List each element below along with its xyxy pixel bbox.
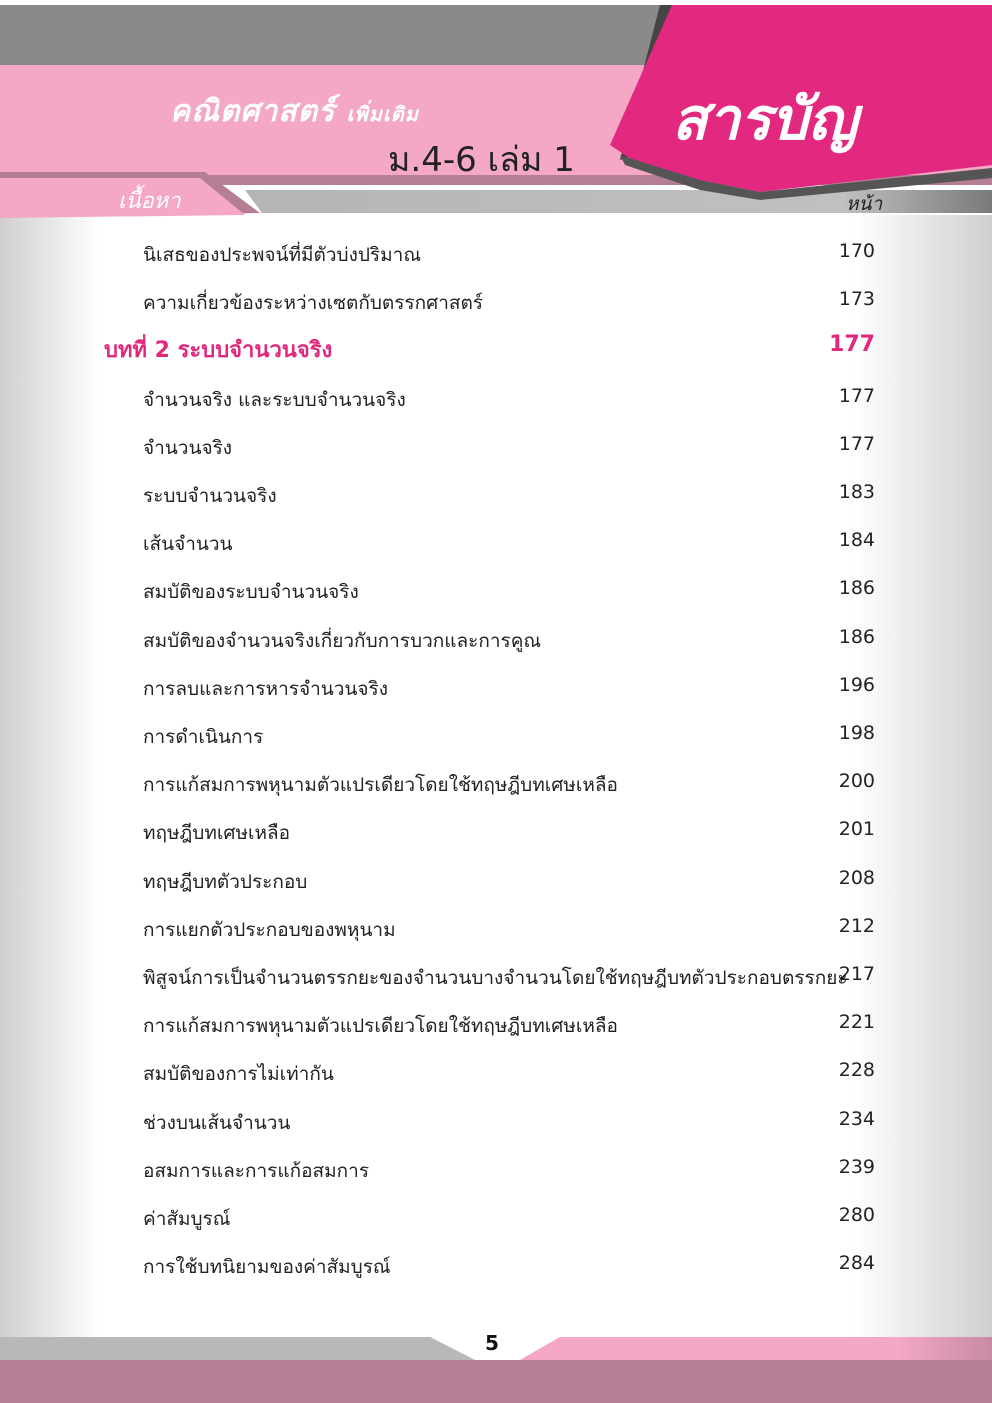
toc-chapter-row[interactable] xyxy=(0,332,992,372)
toc-row[interactable] xyxy=(0,963,992,1003)
toc-entry-title: บทที่ 2 ระบบจำนวนจริง xyxy=(104,338,333,364)
toc-entry-page: 217 xyxy=(838,963,875,985)
toc-entry-page: 234 xyxy=(838,1107,875,1130)
toc-entry-page: 170 xyxy=(838,240,875,262)
toc-row[interactable] xyxy=(0,674,992,714)
toc-entry-title: สมบัติของการไม่เท่ากัน xyxy=(143,1063,334,1086)
page-number: 5 xyxy=(485,1331,499,1355)
toc-row[interactable] xyxy=(0,577,992,617)
page-title: สารบัญ xyxy=(672,85,858,153)
toc-entry-page: 221 xyxy=(838,1011,875,1034)
toc-row[interactable] xyxy=(0,240,992,280)
toc-row[interactable] xyxy=(0,1204,992,1244)
toc-entry-title: การดำเนินการ xyxy=(143,726,264,748)
toc-row[interactable] xyxy=(0,1059,992,1099)
toc-entry-page: 177 xyxy=(838,432,875,455)
toc-entry-title: การใช้บทนิยามของค่าสัมบูรณ์ xyxy=(143,1256,391,1279)
toc-entry-title: จำนวนจริง และระบบจำนวนจริง xyxy=(143,388,406,411)
toc-entry-title: ความเกี่ยวข้องระหว่างเซตกับตรรกศาสตร์ xyxy=(143,292,484,315)
toc-row[interactable] xyxy=(0,481,992,521)
toc-entry-page: 228 xyxy=(838,1059,875,1082)
footer-gray-bar xyxy=(0,1337,475,1360)
toc-entry-title: พิสูจน์การเป็นจำนวนตรรกยะของจำนวนบางจำนวนโดยใช้ทฤษฎีบทตัวประกอบตรรกยะ xyxy=(143,967,848,989)
grade-volume: ม.4-6 เล่ม 1 xyxy=(388,140,575,180)
toc-entry-title: การแก้สมการพหุนามตัวแปรเดียวโดยใช้ทฤษฎีบทเศษเหลือ xyxy=(143,1015,618,1038)
toc-entry-title: สมบัติของจำนวนจริงเกี่ยวกับการบวกและการคูณ xyxy=(143,629,542,652)
toc-row[interactable] xyxy=(0,626,992,666)
toc-entry-page: 173 xyxy=(838,288,875,311)
toc-entry-page: 212 xyxy=(838,914,875,937)
subject-suffix: เพิ่มเติม xyxy=(346,102,419,126)
toc-entry-page: 201 xyxy=(838,818,875,841)
toc-row[interactable] xyxy=(0,385,992,425)
subject-title xyxy=(170,88,419,135)
subject-name: คณิตศาสตร์ xyxy=(170,94,336,129)
toc-entry-title: ระบบจำนวนจริง xyxy=(143,485,277,507)
toc-entry-page: 196 xyxy=(838,673,875,696)
toc-entry-page: 177 xyxy=(838,384,875,407)
toc-entry-page: 177 xyxy=(829,332,875,358)
toc-row[interactable] xyxy=(0,1252,992,1292)
toc-entry-page: 239 xyxy=(838,1155,875,1178)
toc-entry-page: 198 xyxy=(838,722,875,744)
toc-entry-title: การแยกตัวประกอบของพหุนาม xyxy=(143,918,396,941)
toc-row[interactable] xyxy=(0,1156,992,1196)
toc-entry-title: ทฤษฎีบทตัวประกอบ xyxy=(143,870,308,893)
toc-row[interactable] xyxy=(0,867,992,907)
toc-row[interactable] xyxy=(0,915,992,955)
toc-entry-page: 280 xyxy=(838,1204,875,1226)
toc-entry-title: อสมการและการแก้อสมการ xyxy=(143,1159,370,1182)
toc-entry-title: จำนวนจริง xyxy=(143,436,233,459)
toc-entry-title: ช่วงบนเส้นจำนวน xyxy=(143,1111,291,1134)
toc-row[interactable] xyxy=(0,288,992,328)
toc-row[interactable] xyxy=(0,1011,992,1051)
toc-entry-title: สมบัติของระบบจำนวนจริง xyxy=(143,581,359,604)
toc-entry-title: การลบและการหารจำนวนจริง xyxy=(143,677,389,700)
toc-row[interactable] xyxy=(0,1108,992,1148)
footer-pink-bar xyxy=(520,1337,992,1360)
toc-row[interactable] xyxy=(0,433,992,473)
toc-row[interactable] xyxy=(0,770,992,810)
toc-entry-title: นิเสธของประพจน์ที่มีตัวบ่งปริมาณ xyxy=(143,244,421,266)
toc-row[interactable] xyxy=(0,529,992,569)
toc-entry-page: 208 xyxy=(838,866,875,889)
content-column-label: เนื้อหา xyxy=(118,189,181,214)
page-column-label: หน้า xyxy=(846,193,883,215)
toc-row[interactable] xyxy=(0,818,992,858)
toc-entry-page: 186 xyxy=(838,577,875,600)
toc-entry-page: 184 xyxy=(838,529,875,552)
toc-entry-title: การแก้สมการพหุนามตัวแปรเดียวโดยใช้ทฤษฎีบทเศษเหลือ xyxy=(143,774,618,797)
toc-entry-title: ทฤษฎีบทเศษเหลือ xyxy=(143,822,291,845)
toc-entry-page: 183 xyxy=(838,481,875,503)
toc-entry-title: เส้นจำนวน xyxy=(143,533,233,556)
toc-entry-page: 200 xyxy=(838,770,875,793)
toc-entry-page: 186 xyxy=(838,625,875,648)
toc-row[interactable] xyxy=(0,722,992,762)
toc-entry-title: ค่าสัมบูรณ์ xyxy=(143,1208,231,1230)
toc-entry-page: 284 xyxy=(838,1252,875,1275)
